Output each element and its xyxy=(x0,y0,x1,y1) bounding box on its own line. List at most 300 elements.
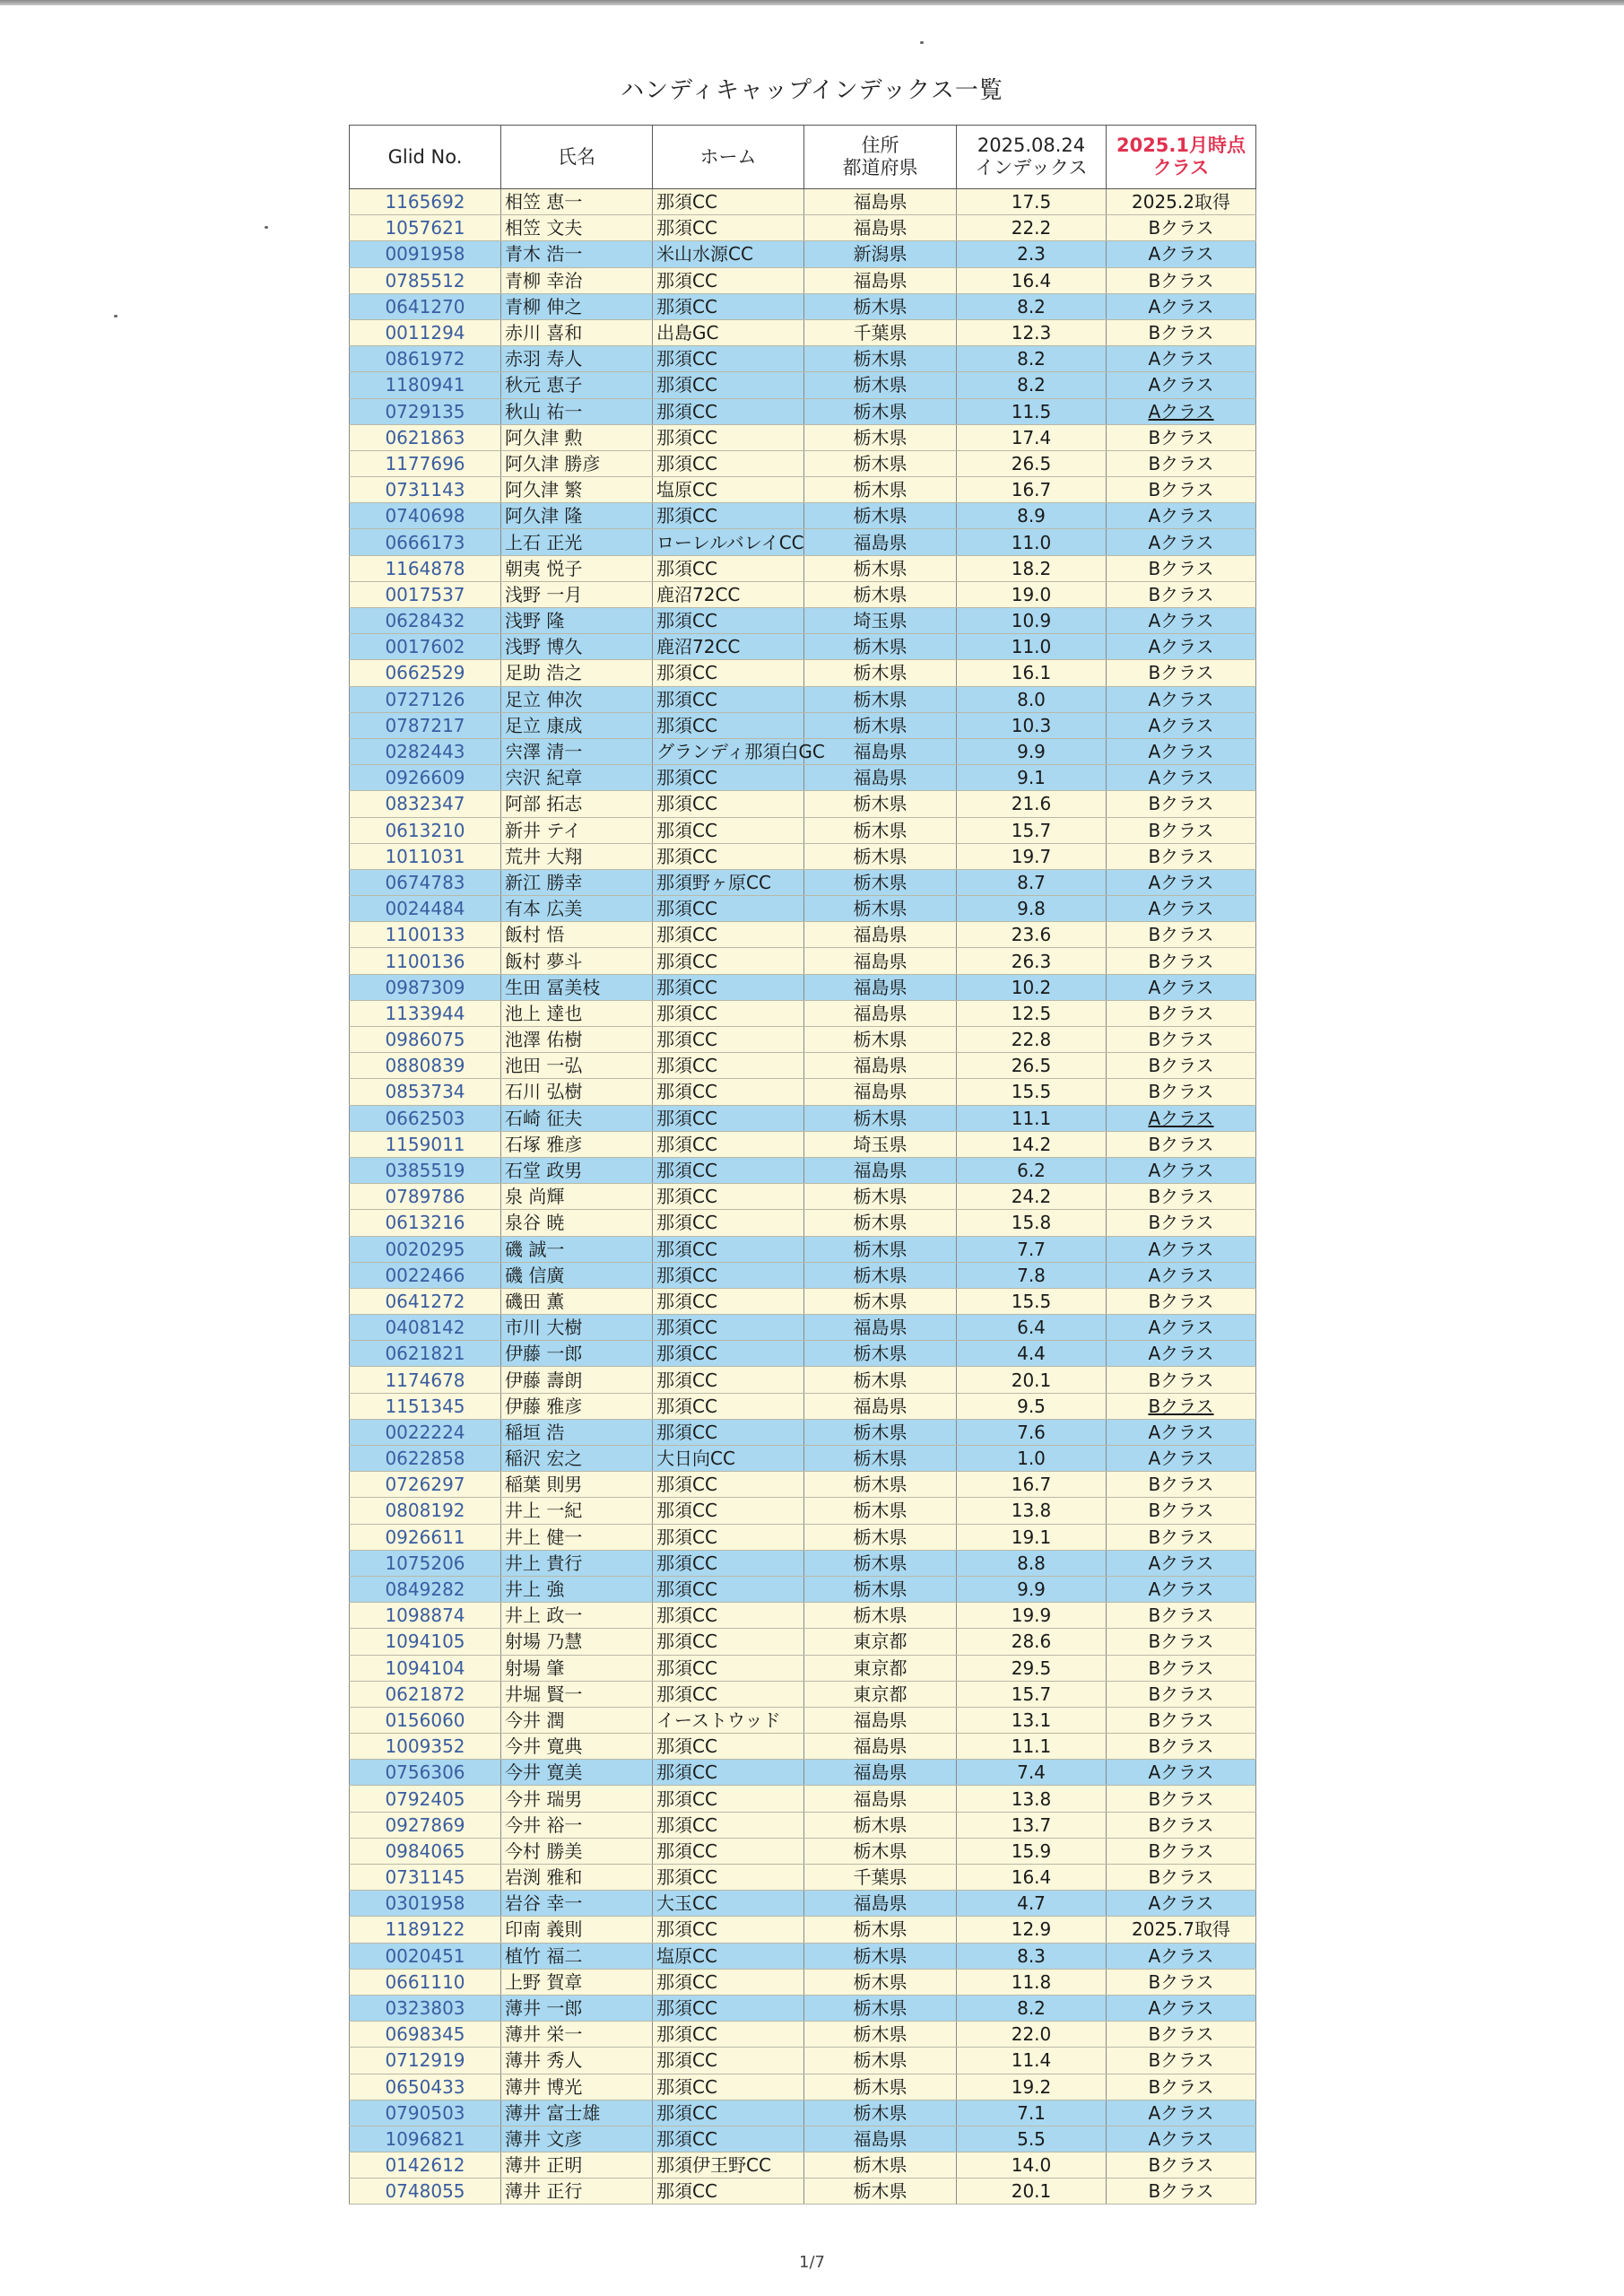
class-cell xyxy=(1107,1865,1256,1891)
glid-cell-text: 1094104 xyxy=(385,1657,465,1679)
class-cell-text: Bクラス xyxy=(1148,1369,1214,1391)
name-cell xyxy=(501,634,653,660)
name-cell xyxy=(501,1812,653,1838)
glid-cell-text: 0792405 xyxy=(385,1787,465,1810)
prefecture-cell-text: 東京都 xyxy=(853,1631,908,1653)
home-cell xyxy=(653,791,804,817)
prefecture-cell-text: 福島県 xyxy=(853,767,908,789)
name-cell xyxy=(501,1053,653,1079)
home-cell-text: 那須CC xyxy=(656,1552,717,1574)
prefecture-cell-text: 福島県 xyxy=(853,2127,908,2150)
index-cell xyxy=(957,1550,1107,1576)
glid-cell-text: 1098874 xyxy=(385,1605,465,1627)
index-cell-text: 11.0 xyxy=(1011,636,1052,658)
index-cell-text: 9.8 xyxy=(1017,898,1046,920)
index-cell xyxy=(957,424,1107,450)
home-cell-text: 那須CC xyxy=(656,2023,717,2046)
home-cell xyxy=(653,1315,804,1341)
index-cell-text: 13.8 xyxy=(1011,1787,1052,1810)
glid-cell xyxy=(350,1655,501,1681)
glid-cell xyxy=(350,2126,501,2152)
class-cell xyxy=(1107,1681,1256,1707)
home-cell xyxy=(653,189,804,215)
header-glid xyxy=(350,126,501,189)
index-cell xyxy=(957,2022,1107,2048)
table-row xyxy=(350,346,1256,372)
class-cell xyxy=(1107,1105,1256,1131)
class-cell xyxy=(1107,2022,1256,2048)
index-cell xyxy=(957,1760,1107,1786)
home-cell-text: 那須CC xyxy=(656,898,717,920)
name-cell-text: 印南 義則 xyxy=(505,1918,583,1941)
home-cell-text: 那須CC xyxy=(656,976,717,998)
glid-cell-text: 0408142 xyxy=(385,1317,465,1339)
class-cell xyxy=(1107,1288,1256,1314)
class-cell xyxy=(1107,1524,1256,1550)
index-cell xyxy=(957,1419,1107,1445)
glid-cell xyxy=(350,1629,501,1655)
index-cell xyxy=(957,869,1107,895)
index-cell-text: 17.4 xyxy=(1011,426,1052,448)
home-cell-text: 大玉CC xyxy=(656,1892,717,1915)
prefecture-cell-text: 栃木県 xyxy=(853,1369,908,1391)
prefecture-cell xyxy=(804,2074,957,2100)
class-cell-text: Bクラス xyxy=(1148,2180,1214,2203)
table-row xyxy=(350,1315,1256,1341)
home-cell-text: 那須CC xyxy=(656,505,717,527)
home-cell-text: 那須CC xyxy=(656,610,717,632)
index-cell-text: 18.2 xyxy=(1011,557,1052,579)
prefecture-cell xyxy=(804,293,957,319)
home-cell-text: 那須CC xyxy=(656,1055,717,1077)
prefecture-cell-text: 栃木県 xyxy=(853,1578,908,1601)
home-cell-text: 那須CC xyxy=(656,1787,717,1810)
index-cell xyxy=(957,1655,1107,1681)
header-index xyxy=(957,126,1107,189)
name-cell xyxy=(501,686,653,712)
name-cell-text: 新江 勝幸 xyxy=(505,871,583,893)
name-cell-text: 青木 浩一 xyxy=(505,243,583,265)
class-cell xyxy=(1107,1184,1256,1210)
prefecture-cell xyxy=(804,398,957,424)
index-cell xyxy=(957,712,1107,738)
class-cell xyxy=(1107,1131,1256,1157)
name-cell-text: 足助 浩之 xyxy=(505,662,583,684)
home-cell-text: 那須CC xyxy=(656,1186,717,1208)
glid-cell-text: 0790503 xyxy=(385,2101,465,2124)
name-cell xyxy=(501,529,653,555)
name-cell-text: 今井 裕一 xyxy=(505,1813,583,1836)
home-cell xyxy=(653,503,804,529)
class-cell xyxy=(1107,581,1256,607)
home-cell xyxy=(653,1367,804,1393)
prefecture-cell-text: 福島県 xyxy=(853,741,908,763)
class-cell-text: Bクラス xyxy=(1148,1787,1214,1810)
table-row xyxy=(350,1550,1256,1576)
class-cell-text: Bクラス xyxy=(1148,479,1214,501)
table-row xyxy=(350,267,1256,293)
class-cell xyxy=(1107,1498,1256,1524)
glid-cell-text: 0621872 xyxy=(385,1683,465,1705)
name-cell xyxy=(501,1917,653,1943)
home-cell-text: 那須CC xyxy=(656,714,717,736)
prefecture-cell xyxy=(804,1576,957,1602)
prefecture-cell-text: 福島県 xyxy=(853,1317,908,1339)
class-cell-text: Aクラス xyxy=(1148,295,1214,317)
header-name xyxy=(501,126,653,189)
prefecture-cell xyxy=(804,241,957,267)
home-cell-text: 那須CC xyxy=(656,269,717,291)
glid-cell xyxy=(350,1419,501,1445)
name-cell xyxy=(501,1969,653,1995)
prefecture-cell-text: 栃木県 xyxy=(853,1474,908,1496)
class-cell-text: Bクラス xyxy=(1148,1395,1214,1417)
index-cell-text: 23.6 xyxy=(1011,924,1052,946)
table-row xyxy=(350,660,1256,686)
prefecture-cell-text: 栃木県 xyxy=(853,819,908,841)
index-cell xyxy=(957,1393,1107,1419)
name-cell xyxy=(501,1576,653,1602)
glid-cell xyxy=(350,1000,501,1026)
index-cell-text: 15.5 xyxy=(1011,1081,1052,1103)
index-cell xyxy=(957,1157,1107,1183)
table-row xyxy=(350,1288,1256,1314)
name-cell xyxy=(501,503,653,529)
glid-cell xyxy=(350,215,501,241)
home-cell xyxy=(653,1053,804,1079)
index-cell-text: 5.5 xyxy=(1017,2127,1046,2150)
class-cell xyxy=(1107,896,1256,922)
home-cell xyxy=(653,1734,804,1760)
glid-cell-text: 0641272 xyxy=(385,1290,465,1312)
name-cell-text: 青柳 伸之 xyxy=(505,295,583,317)
scan-speck xyxy=(265,226,268,229)
table-row xyxy=(350,241,1256,267)
index-cell xyxy=(957,974,1107,1000)
name-cell-text: 井堀 賢一 xyxy=(505,1683,583,1705)
home-cell xyxy=(653,1000,804,1026)
prefecture-cell xyxy=(804,529,957,555)
index-cell xyxy=(957,1576,1107,1602)
prefecture-cell-text: 栃木県 xyxy=(853,662,908,684)
class-cell xyxy=(1107,2126,1256,2152)
name-cell-text: 阿部 拓志 xyxy=(505,793,583,815)
page-number: 1/7 xyxy=(799,2253,825,2272)
name-cell xyxy=(501,1288,653,1314)
class-cell-text: Bクラス xyxy=(1148,1055,1214,1077)
table-row xyxy=(350,1341,1256,1367)
name-cell-text: 宍沢 紀章 xyxy=(505,767,583,789)
prefecture-cell xyxy=(804,1655,957,1681)
class-cell xyxy=(1107,922,1256,948)
prefecture-cell xyxy=(804,1210,957,1236)
home-cell xyxy=(653,398,804,424)
name-cell-text: 伊藤 雅彦 xyxy=(505,1395,583,1417)
class-cell-text: Aクラス xyxy=(1148,1317,1214,1339)
glid-cell-text: 0926609 xyxy=(385,767,465,789)
name-cell-text: 薄井 博光 xyxy=(505,2075,583,2098)
glid-cell xyxy=(350,1157,501,1183)
prefecture-cell-text: 栃木県 xyxy=(853,479,908,501)
name-cell-text: 稲垣 浩 xyxy=(505,1421,565,1443)
prefecture-cell xyxy=(804,372,957,398)
home-cell-text: 那須CC xyxy=(656,1918,717,1941)
index-cell-text: 28.6 xyxy=(1011,1631,1052,1653)
class-cell-text: 2025.2取得 xyxy=(1132,191,1230,213)
prefecture-cell-text: 栃木県 xyxy=(853,2023,908,2046)
glid-cell-text: 0987309 xyxy=(385,976,465,998)
index-cell xyxy=(957,608,1107,634)
glid-cell xyxy=(350,1760,501,1786)
index-cell xyxy=(957,1891,1107,1917)
prefecture-cell-text: 栃木県 xyxy=(853,348,908,370)
prefecture-cell xyxy=(804,1131,957,1157)
class-cell-text: Aクラス xyxy=(1148,1578,1214,1601)
prefecture-cell xyxy=(804,1498,957,1524)
glid-cell-text: 0986075 xyxy=(385,1029,465,1051)
class-cell-text: Bクラス xyxy=(1148,1866,1214,1889)
index-cell xyxy=(957,896,1107,922)
prefecture-cell xyxy=(804,843,957,869)
class-cell-text: Aクラス xyxy=(1148,1343,1214,1365)
table-row xyxy=(350,1079,1256,1105)
index-cell-text: 8.9 xyxy=(1017,505,1046,527)
home-cell xyxy=(653,241,804,267)
prefecture-cell-text: 栃木県 xyxy=(853,1839,908,1862)
prefecture-cell-text: 栃木県 xyxy=(853,1813,908,1836)
name-cell xyxy=(501,2179,653,2205)
class-cell-text: Bクラス xyxy=(1148,1735,1214,1758)
home-cell xyxy=(653,817,804,843)
name-cell-text: 薄井 富士雄 xyxy=(505,2101,601,2124)
name-cell xyxy=(501,1524,653,1550)
table-row xyxy=(350,529,1256,555)
home-cell xyxy=(653,372,804,398)
index-cell xyxy=(957,398,1107,424)
home-cell xyxy=(653,1262,804,1288)
home-cell xyxy=(653,477,804,503)
name-cell xyxy=(501,1341,653,1367)
glid-cell xyxy=(350,346,501,372)
prefecture-cell-text: 栃木県 xyxy=(853,1421,908,1443)
index-cell-text: 19.7 xyxy=(1011,845,1052,867)
table-row xyxy=(350,1053,1256,1079)
class-cell-text: Aクラス xyxy=(1148,636,1214,658)
home-cell xyxy=(653,319,804,345)
class-cell-text: Bクラス xyxy=(1148,793,1214,815)
table-row xyxy=(350,974,1256,1000)
table-row xyxy=(350,372,1256,398)
prefecture-cell xyxy=(804,1341,957,1367)
prefecture-cell xyxy=(804,1446,957,1472)
index-cell xyxy=(957,2048,1107,2074)
index-cell-text: 15.8 xyxy=(1011,1212,1052,1234)
name-cell-text: 今井 寛美 xyxy=(505,1761,583,1784)
index-cell xyxy=(957,1838,1107,1864)
class-cell-text: Bクラス xyxy=(1148,1839,1214,1862)
class-cell xyxy=(1107,1000,1256,1026)
glid-cell xyxy=(350,581,501,607)
glid-cell-text: 1075206 xyxy=(385,1552,465,1574)
name-cell-text: 伊藤 壽朗 xyxy=(505,1369,583,1391)
prefecture-cell xyxy=(804,1629,957,1655)
index-cell xyxy=(957,1865,1107,1891)
prefecture-cell xyxy=(804,346,957,372)
class-cell-text: Aクラス xyxy=(1148,1448,1214,1470)
table-row xyxy=(350,1603,1256,1629)
home-cell-text: 那須CC xyxy=(656,1133,717,1155)
home-cell-text: 那須CC xyxy=(656,1081,717,1103)
home-cell xyxy=(653,2074,804,2100)
glid-cell xyxy=(350,1838,501,1864)
class-cell xyxy=(1107,817,1256,843)
glid-cell xyxy=(350,2022,501,2048)
prefecture-cell-text: 福島県 xyxy=(853,1709,908,1731)
name-cell-text: 薄井 正明 xyxy=(505,2154,583,2177)
index-cell xyxy=(957,2179,1107,2205)
name-cell xyxy=(501,1498,653,1524)
glid-cell-text: 0650433 xyxy=(385,2075,465,2098)
home-cell xyxy=(653,1838,804,1864)
class-cell-text: Bクラス xyxy=(1148,322,1214,344)
name-cell-text: 磯田 薫 xyxy=(505,1290,565,1312)
name-cell-text: 阿久津 勲 xyxy=(505,426,583,448)
class-cell-text: Bクラス xyxy=(1148,1212,1214,1234)
index-cell-text: 10.9 xyxy=(1011,610,1052,632)
home-cell-text: イーストウッド xyxy=(656,1709,781,1731)
index-cell-text: 16.4 xyxy=(1011,1866,1052,1889)
prefecture-cell-text: 栃木県 xyxy=(853,714,908,736)
index-cell-text: 9.9 xyxy=(1017,1578,1046,1601)
index-cell-text: 15.5 xyxy=(1011,1290,1052,1312)
home-cell-text: 那須CC xyxy=(656,452,717,474)
glid-cell xyxy=(350,1367,501,1393)
prefecture-cell xyxy=(804,1419,957,1445)
glid-cell-text: 0740698 xyxy=(385,505,465,527)
table-row xyxy=(350,1498,1256,1524)
name-cell-text: 上石 正光 xyxy=(505,531,583,553)
prefecture-cell-text: 栃木県 xyxy=(853,1500,908,1522)
class-cell-text: Bクラス xyxy=(1148,1683,1214,1705)
home-cell-text: ローレルバレイCC xyxy=(656,531,804,553)
prefecture-cell-text: 栃木県 xyxy=(853,1264,908,1286)
home-cell xyxy=(653,660,804,686)
name-cell xyxy=(501,293,653,319)
table-row xyxy=(350,398,1256,424)
home-cell xyxy=(653,1498,804,1524)
home-cell xyxy=(653,1969,804,1995)
prefecture-cell xyxy=(804,922,957,948)
home-cell-text: 米山水源CC xyxy=(656,243,753,265)
name-cell-text: 飯村 悟 xyxy=(505,924,565,946)
name-cell xyxy=(501,1472,653,1498)
class-cell xyxy=(1107,660,1256,686)
name-cell xyxy=(501,712,653,738)
glid-cell xyxy=(350,922,501,948)
glid-cell-text: 1164878 xyxy=(385,557,465,579)
glid-cell xyxy=(350,1210,501,1236)
glid-cell-text: 0984065 xyxy=(385,1839,465,1862)
index-cell xyxy=(957,1995,1107,2021)
name-cell xyxy=(501,1995,653,2021)
name-cell xyxy=(501,189,653,215)
home-cell xyxy=(653,1655,804,1681)
name-cell-text: 相笠 恵一 xyxy=(505,191,583,213)
home-cell xyxy=(653,1079,804,1105)
index-cell-text: 26.3 xyxy=(1011,950,1052,972)
home-cell xyxy=(653,450,804,476)
glid-cell-text: 1094105 xyxy=(385,1631,465,1653)
glid-cell xyxy=(350,372,501,398)
index-cell-text: 4.7 xyxy=(1017,1892,1046,1915)
home-cell xyxy=(653,1131,804,1157)
glid-cell-text: 0880839 xyxy=(385,1055,465,1077)
name-cell xyxy=(501,2022,653,2048)
name-cell xyxy=(501,555,653,581)
name-cell-text: 阿久津 勝彦 xyxy=(505,452,601,474)
class-cell xyxy=(1107,346,1256,372)
prefecture-cell-text: 栃木県 xyxy=(853,557,908,579)
index-cell-text: 7.8 xyxy=(1017,1264,1046,1286)
prefecture-cell-text: 福島県 xyxy=(853,1395,908,1417)
name-cell-text: 稲沢 宏之 xyxy=(505,1448,583,1470)
class-cell xyxy=(1107,608,1256,634)
scan-speck xyxy=(114,315,117,317)
name-cell xyxy=(501,2048,653,2074)
glid-cell-text: 0927869 xyxy=(385,1813,465,1836)
prefecture-cell xyxy=(804,1865,957,1891)
prefecture-cell-text: 栃木県 xyxy=(853,1918,908,1941)
class-cell xyxy=(1107,2100,1256,2126)
glid-cell-text: 1189122 xyxy=(385,1918,465,1941)
glid-cell xyxy=(350,267,501,293)
home-cell-text: グランディ那須白GC xyxy=(656,741,825,763)
index-cell-text: 20.1 xyxy=(1011,1369,1052,1391)
glid-cell xyxy=(350,1550,501,1576)
class-cell xyxy=(1107,1446,1256,1472)
glid-cell-text: 0731143 xyxy=(385,479,465,501)
glid-cell-text: 0726297 xyxy=(385,1474,465,1496)
home-cell-text: 那須CC xyxy=(656,819,717,841)
name-cell xyxy=(501,896,653,922)
prefecture-cell-text: 福島県 xyxy=(853,1787,908,1810)
name-cell xyxy=(501,2100,653,2126)
class-cell-text: Aクラス xyxy=(1148,1761,1214,1784)
home-cell xyxy=(653,608,804,634)
home-cell xyxy=(653,1576,804,1602)
class-cell xyxy=(1107,1917,1256,1943)
name-cell xyxy=(501,319,653,345)
class-cell-text: Bクラス xyxy=(1148,1081,1214,1103)
glid-cell xyxy=(350,1707,501,1733)
prefecture-cell xyxy=(804,1838,957,1864)
index-cell xyxy=(957,1681,1107,1707)
name-cell-text: 伊藤 一郎 xyxy=(505,1343,583,1365)
home-cell xyxy=(653,1236,804,1262)
home-cell xyxy=(653,581,804,607)
prefecture-cell-text: 栃木県 xyxy=(853,1970,908,1993)
home-cell-text: 鹿沼72CC xyxy=(656,636,741,658)
index-cell xyxy=(957,1131,1107,1157)
prefecture-cell xyxy=(804,634,957,660)
table-row xyxy=(350,503,1256,529)
name-cell xyxy=(501,765,653,791)
name-cell xyxy=(501,241,653,267)
prefecture-cell-text: 栃木県 xyxy=(853,295,908,317)
prefecture-cell xyxy=(804,791,957,817)
home-cell-text: 那須CC xyxy=(656,662,717,684)
index-cell xyxy=(957,189,1107,215)
